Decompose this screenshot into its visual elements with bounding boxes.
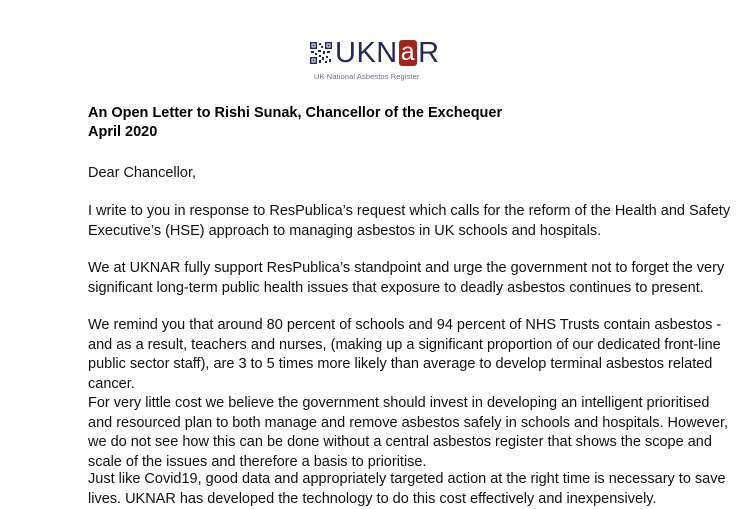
paragraph-line: We remind you that around 80 percent of schools and 94 percent of NHS Trusts contain asbestos -	[88, 316, 728, 336]
paragraph-line: public sector staff), are 3 to 5 times more likely than average to develop terminal asbestos related	[88, 355, 728, 375]
paragraph-line: Executive’s (HSE) approach to managing asbestos in UK schools and hospitals.	[88, 222, 728, 242]
paragraph-line: significant long-term public health issues that exposure to deadly asbestos continues to present.	[88, 279, 728, 299]
logo-subtitle: UK National Asbestos Register	[314, 72, 419, 81]
paragraph-line: I write to you in response to ResPublica’s request which calls for the reform of the Health and Safety	[88, 202, 728, 222]
letter-heading	[88, 104, 502, 142]
salutation-text: Dear Chancellor,	[88, 164, 728, 184]
paragraph-line: For very little cost we believe the government should invest in developing an intelligent prioritised	[88, 394, 728, 414]
logo-wordmark	[335, 37, 440, 69]
paragraph-line: and resourced plan to both manage and remove asbestos safely in schools and hospitals. However,	[88, 414, 728, 434]
paragraph-line: and as a result, teachers and nurses, (making up a significant proportion of our dedicated front-line	[88, 336, 728, 356]
paragraph-3	[88, 316, 728, 394]
salutation	[88, 164, 728, 184]
logo-text-n: N	[376, 37, 397, 69]
paragraph-4	[88, 394, 728, 472]
letter-date: April 2020	[88, 123, 502, 142]
logo-text-a: a	[399, 40, 417, 66]
qr-code-icon	[310, 42, 332, 64]
paragraph-line: cancer.	[88, 375, 728, 395]
logo-text-r: R	[418, 37, 439, 69]
paragraph-line: lives. UKNAR has developed the technology to do this cost effectively and inexpensively.	[88, 490, 728, 509]
paragraph-line: Just like Covid19, good data and appropriately targeted action at the right time is necessary to save	[88, 470, 728, 490]
letter-title: An Open Letter to Rishi Sunak, Chancellor of the Exchequer	[88, 104, 502, 123]
logo-text-uk: UK	[335, 37, 376, 69]
paragraph-1	[88, 202, 728, 241]
paragraph-line: we do not see how this can be done without a central asbestos register that shows the scope and	[88, 433, 728, 453]
uknar-logo	[310, 38, 450, 88]
paragraph-line: scale of the issues and therefore a basis to prioritise.	[88, 453, 728, 473]
paragraph-2	[88, 259, 728, 298]
paragraph-line: We at UKNAR fully support ResPublica’s standpoint and urge the government not to forget the very	[88, 259, 728, 279]
paragraph-5	[88, 470, 728, 509]
